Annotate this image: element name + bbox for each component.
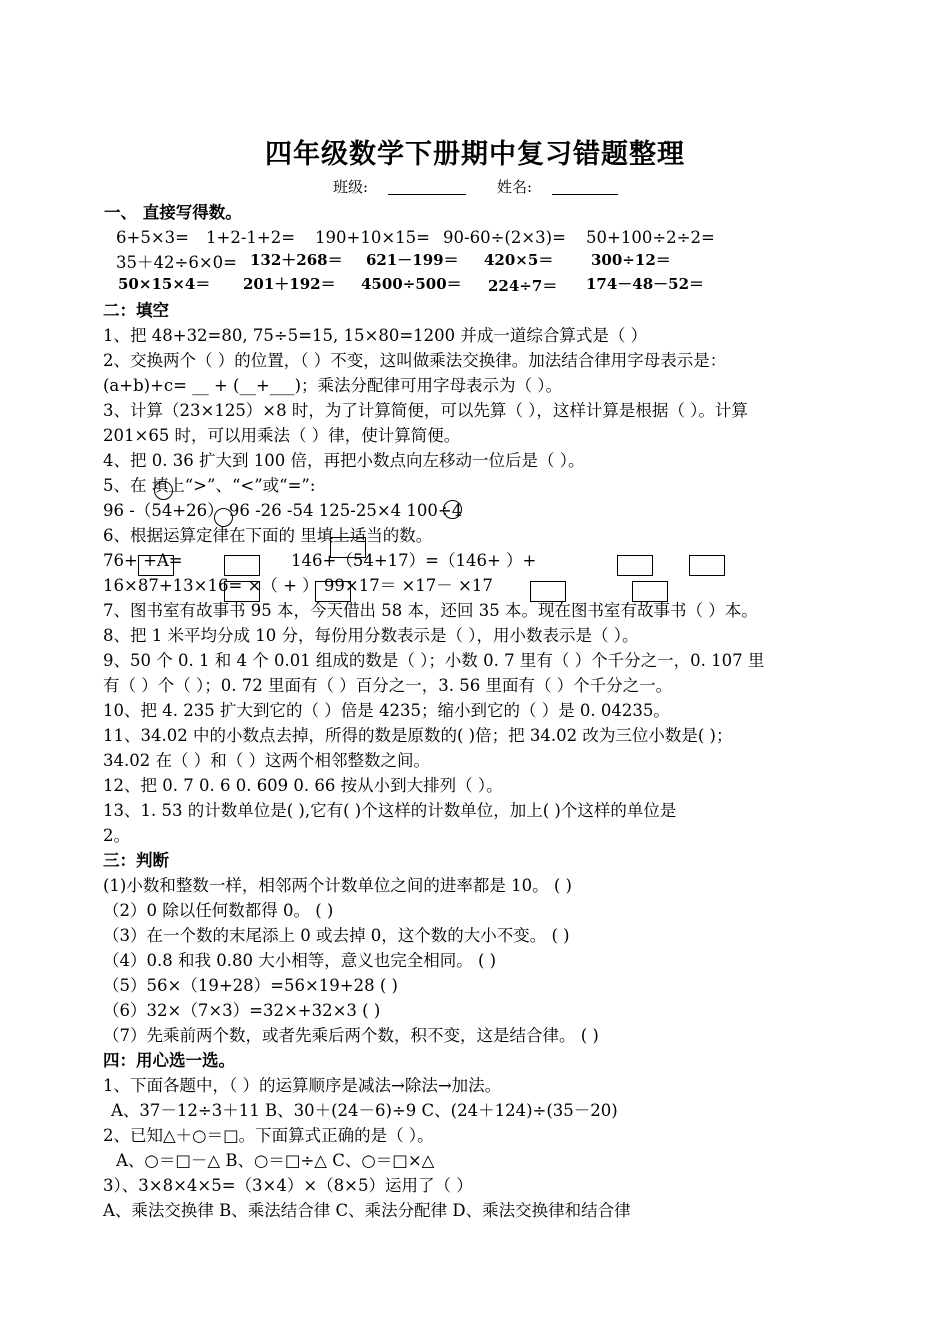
- question-line: 76+ +A=: [103, 551, 183, 570]
- question-line: 13、1. 53 的计数单位是( ),它有( )个这样的计数单位，加上( )个这样的单位是: [103, 801, 677, 820]
- question-line: 16×87+13×16= ×（ + ） 99×17＝ ×17－ ×17: [103, 576, 493, 595]
- question-line: 10、把 4. 235 扩大到它的（ ）倍是 4235；缩小到它的（ ）是 0. 04235。: [103, 701, 670, 720]
- question-line: 4、把 0. 36 扩大到 100 倍，再把小数点向左移动一位后是（ ）。: [103, 451, 585, 470]
- question-line: 34.02 在（ ）和（ ）这两个相邻整数之间。: [103, 751, 430, 770]
- answer-box[interactable]: [632, 581, 668, 602]
- question-line: 146+（54+17）=（146+ ）+: [291, 551, 537, 570]
- class-blank[interactable]: [388, 194, 466, 195]
- calc-item: 4500÷500＝: [361, 275, 462, 293]
- name-label: 姓名:: [497, 178, 533, 196]
- answer-box[interactable]: [617, 555, 653, 576]
- choice-options: A、○＝□－△ B、○＝□÷△ C、○＝□×△: [116, 1151, 435, 1170]
- calc-item: 420×5＝: [484, 251, 554, 269]
- judge-item: （3）在一个数的末尾添上 0 或去掉 0，这个数的大小不变。 ( ): [103, 926, 570, 945]
- calc-item: 621－199＝: [366, 251, 459, 269]
- calc-item: 90-60÷(2×3)=: [443, 228, 566, 247]
- calc-item: 132＋268＝: [250, 251, 343, 269]
- calc-item: 1+2-1+2=: [206, 228, 296, 247]
- section-1-heading: 一、 直接写得数。: [104, 203, 242, 222]
- choice-question: 3）、3×8×4×5=（3×4）×（8×5）运用了（ ）: [103, 1176, 473, 1195]
- judge-item: （6）32×（7×3）=32×+32×3 ( ): [103, 1001, 381, 1020]
- name-blank[interactable]: [552, 194, 618, 195]
- judge-item: （2）0 除以任何数都得 0。 ( ): [103, 901, 334, 920]
- answer-box[interactable]: [224, 581, 260, 602]
- question-line: 有（ ）个（ ）；0. 72 里面有（ ）百分之一，3. 56 里面有（ ）个千分之一。: [103, 676, 673, 695]
- judge-item: （7）先乘前两个数，或者先乘后两个数，积不变，这是结合律。 ( ): [103, 1026, 599, 1045]
- answer-box[interactable]: [315, 581, 351, 602]
- calc-item: 35＋42÷6×0=: [116, 253, 237, 272]
- answer-box[interactable]: [224, 555, 260, 576]
- answer-box[interactable]: [530, 581, 566, 602]
- calc-item: 300÷12＝: [591, 251, 671, 269]
- compare-circle[interactable]: [443, 500, 462, 519]
- calc-item: 50+100÷2÷2=: [586, 228, 715, 247]
- judge-item: （5）56×（19+28）=56×19+28 ( ): [103, 976, 398, 995]
- section-3-heading: 三：判断: [103, 851, 169, 870]
- judge-item: (1)小数和整数一样，相邻两个计数单位之间的进率都是 10。 ( ): [103, 876, 572, 895]
- choice-question: 1、下面各题中，（ ）的运算顺序是减法→除法→加法。: [103, 1076, 502, 1095]
- question-line: 2、交换两个（ ）的位置，（ ）不变，这叫做乘法交换律。加法结合律用字母表示是：: [103, 351, 727, 370]
- question-line: 12、把 0. 7 0. 6 0. 609 0. 66 按从小到大排列（ ）。: [103, 776, 503, 795]
- calc-item: 224÷7＝: [488, 277, 558, 295]
- question-line: 9、50 个 0. 1 和 4 个 0.01 组成的数是（ ）；小数 0. 7 里有（ ）个千分之一，0. 107 里: [103, 651, 765, 670]
- question-line: 6、根据运算定律在下面的 里填上适当的数。: [103, 526, 433, 545]
- question-line: 96 -（54+26） 96 -26 -54 125-25×4 100÷4: [103, 501, 463, 520]
- question-line: (a+b)+c= __ + (__+___)；乘法分配律可用字母表示为（ ）。: [103, 376, 562, 395]
- page-title: 四年级数学下册期中复习错题整理: [265, 139, 685, 170]
- calc-item: 6+5×3=: [116, 228, 189, 247]
- question-line: 11、34.02 中的小数点去掉，所得的数是原数的( )倍；把 34.02 改为三位小数是( )；: [103, 726, 733, 745]
- calc-item: 201＋192＝: [243, 275, 336, 293]
- answer-box[interactable]: [138, 555, 174, 576]
- section-4-heading: 四：用心选一选。: [103, 1051, 235, 1070]
- calc-item: 190+10×15=: [315, 228, 430, 247]
- question-line: 201×65 时，可以用乘法（ ）律，使计算简便。: [103, 426, 461, 445]
- answer-box[interactable]: [689, 555, 725, 576]
- compare-circle[interactable]: [154, 481, 173, 500]
- question-line: 5、在 填上“>”、“<”或“=”:: [103, 476, 316, 495]
- question-line: 3、计算（23×125）×8 时，为了计算简便，可以先算（ ），这样计算是根据（ ）。计算: [103, 401, 748, 420]
- question-line: 8、把 1 米平均分成 10 分，每份用分数表示是（ ），用小数表示是（ ）。: [103, 626, 639, 645]
- judge-item: （4）0.8 和我 0.80 大小相等，意义也完全相同。 ( ): [103, 951, 497, 970]
- section-2-heading: 二：填空: [103, 301, 169, 320]
- question-line: 7、图书室有故事书 95 本，今天借出 58 本，还回 35 本。现在图书室有故事书（ ）本。: [103, 601, 758, 620]
- calc-item: 174－48－52＝: [586, 275, 705, 293]
- question-line: 1、把 48+32=80, 75÷5=15, 15×80=1200 并成一道综合算式是（ ）: [103, 326, 648, 345]
- choice-options: A、乘法交换律 B、乘法结合律 C、乘法分配律 D、乘法交换律和结合律: [103, 1201, 631, 1220]
- calc-item: 50×15×4＝: [118, 275, 211, 293]
- question-line: 2。: [103, 826, 130, 845]
- class-label: 班级:: [333, 178, 369, 196]
- choice-options: A、37－12÷3＋11 B、30＋(24－6)÷9 C、(24＋124)÷(35－20): [111, 1101, 618, 1120]
- choice-question: 2、已知△＋○＝□。下面算式正确的是（ ）。: [103, 1126, 434, 1145]
